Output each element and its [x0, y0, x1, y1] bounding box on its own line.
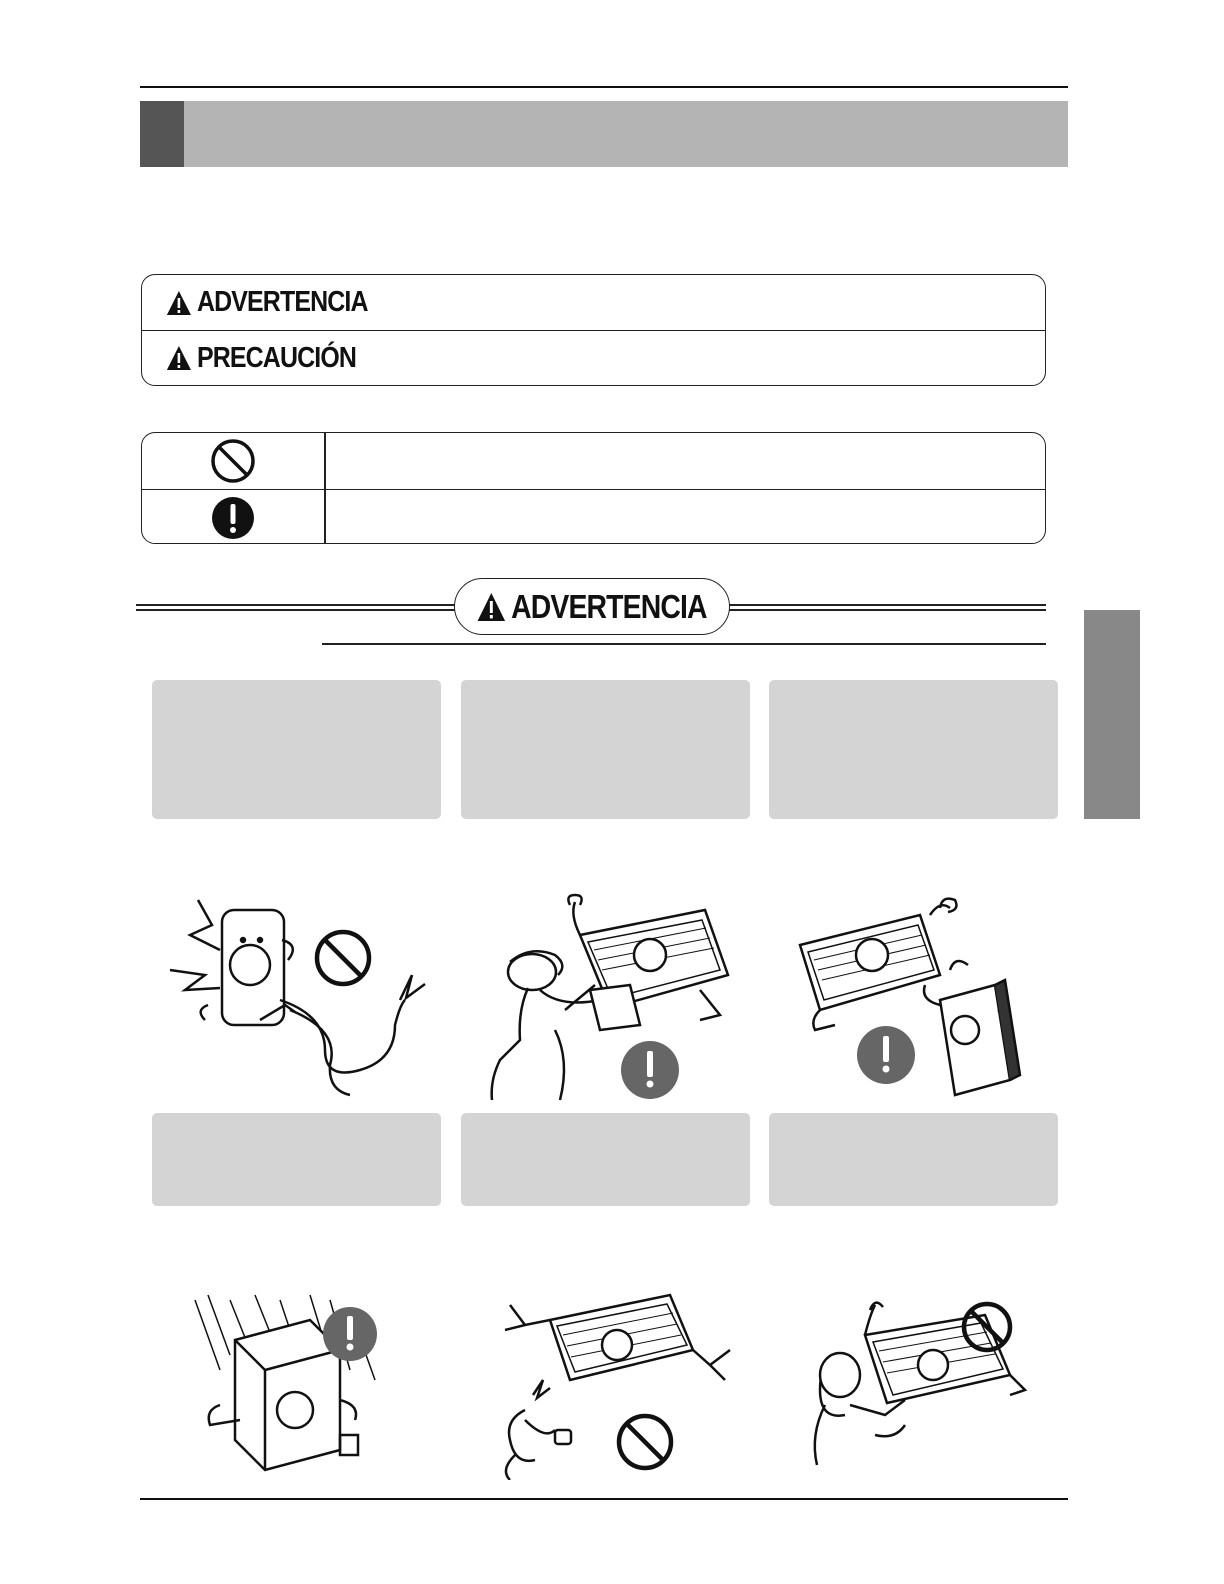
caption-box [769, 680, 1058, 819]
header-rule [140, 86, 1068, 88]
prohibited-icon [210, 438, 256, 484]
caution-row [142, 330, 1045, 385]
footer-rule [140, 1498, 1068, 1500]
prohibited-row [142, 433, 1045, 489]
caution-label: PRECAUCIÓN [196, 341, 357, 374]
caption-box [152, 1113, 441, 1206]
rain-outdoor-unit-illustration [190, 1290, 390, 1480]
caption-box [461, 680, 750, 819]
mandatory-icon [210, 495, 256, 541]
do-not-disassemble-illustration [805, 1295, 1040, 1470]
installer-manual-illustration [470, 890, 740, 1105]
caution-triangle-icon [166, 345, 192, 371]
warning-section-pill [454, 578, 730, 635]
warning-triangle-icon [477, 592, 506, 622]
dedicated-circuit-illustration [790, 890, 1040, 1100]
warning-section-header [136, 578, 1046, 648]
warning-triangle-icon [166, 290, 192, 316]
section-title: ADVERTENCIA [511, 587, 707, 625]
caption-box [769, 1113, 1058, 1206]
mandatory-row [142, 489, 1045, 545]
caption-box [152, 680, 441, 819]
overloaded-outlet-illustration [150, 880, 440, 1100]
caption-box [461, 1113, 750, 1206]
symbol-table [141, 432, 1046, 544]
title-bar-block [140, 101, 184, 167]
side-tab [1084, 610, 1140, 819]
signal-word-table [141, 274, 1046, 386]
section-title-bar [140, 101, 1068, 167]
warning-label: ADVERTENCIA [196, 286, 368, 318]
damaged-cord-illustration [495, 1290, 740, 1480]
warning-row [142, 275, 1045, 330]
